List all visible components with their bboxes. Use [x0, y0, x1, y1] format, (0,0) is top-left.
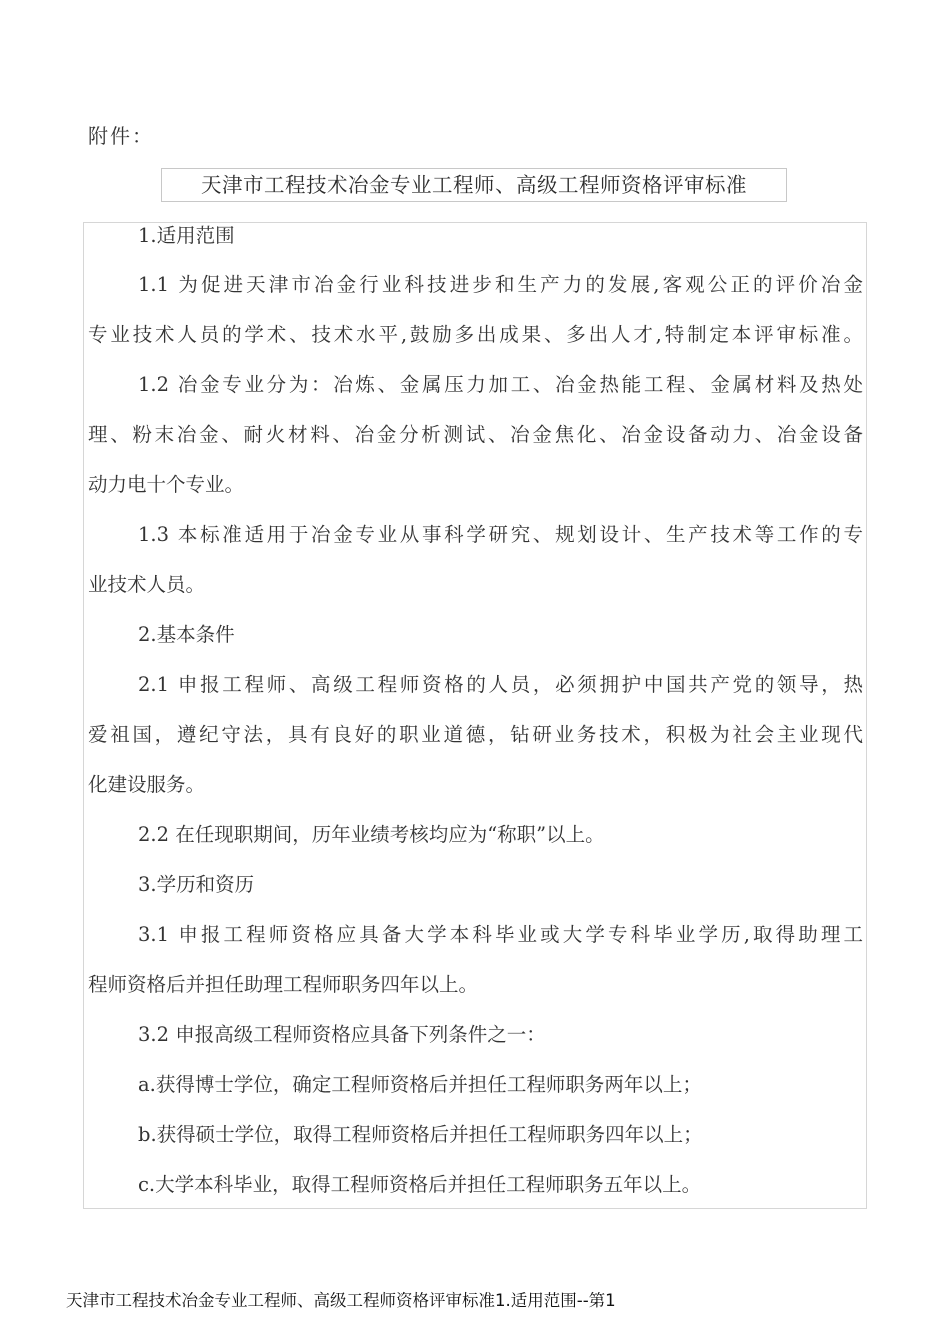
- document-title: 天津市工程技术冶金专业工程师、高级工程师资格评审标准: [161, 168, 787, 202]
- paragraph-line: 1.1 为促进天津市冶金行业科技进步和生产力的发展,客观公正的评价冶金: [138, 273, 863, 296]
- section-heading: 2.基本条件: [138, 623, 235, 646]
- paragraph-line: 2.2 在任现职期间，历年业绩考核均应为“称职”以上。: [138, 823, 605, 846]
- section-heading: 3.学历和资历: [138, 873, 255, 896]
- list-item: a.获得博士学位，确定工程师资格后并担任工程师职务两年以上；: [138, 1073, 702, 1096]
- attachment-label: 附件：: [88, 124, 154, 148]
- paragraph-line: 理、粉末冶金、耐火材料、冶金分析测试、冶金焦化、冶金设备动力、冶金设备: [88, 423, 863, 446]
- paragraph-line: 化建设服务。: [88, 773, 206, 796]
- paragraph-line: 专业技术人员的学术、技术水平,鼓励多出成果、多出人才,特制定本评审标准。: [88, 323, 863, 346]
- paragraph-line: 3.2 申报高级工程师资格应具备下列条件之一：: [138, 1023, 546, 1046]
- paragraph-line: 动力电十个专业。: [88, 473, 245, 496]
- list-item: c.大学本科毕业，取得工程师资格后并担任工程师职务五年以上。: [138, 1173, 702, 1196]
- section-heading: 1.适用范围: [138, 224, 235, 247]
- paragraph-line: 1.3 本标准适用于冶金专业从事科学研究、规划设计、生产技术等工作的专: [138, 523, 863, 546]
- paragraph-line: 3.1 申报工程师资格应具备大学本科毕业或大学专科毕业学历,取得助理工: [138, 923, 863, 946]
- page-footer: 天津市工程技术冶金专业工程师、高级工程师资格评审标准1.适用范围--第1: [66, 1291, 616, 1310]
- list-item: b.获得硕士学位，取得工程师资格后并担任工程师职务四年以上；: [138, 1123, 703, 1146]
- paragraph-line: 业技术人员。: [88, 573, 206, 596]
- paragraph-line: 2.1 申报工程师、高级工程师资格的人员，必须拥护中国共产党的领导，热: [138, 673, 863, 696]
- paragraph-line: 程师资格后并担任助理工程师职务四年以上。: [88, 973, 479, 996]
- content-frame: [83, 222, 867, 1209]
- paragraph-line: 1.2 冶金专业分为：冶炼、金属压力加工、冶金热能工程、金属材料及热处: [138, 373, 863, 396]
- paragraph-line: 爱祖国，遵纪守法，具有良好的职业道德，钻研业务技术，积极为社会主业现代: [88, 723, 863, 746]
